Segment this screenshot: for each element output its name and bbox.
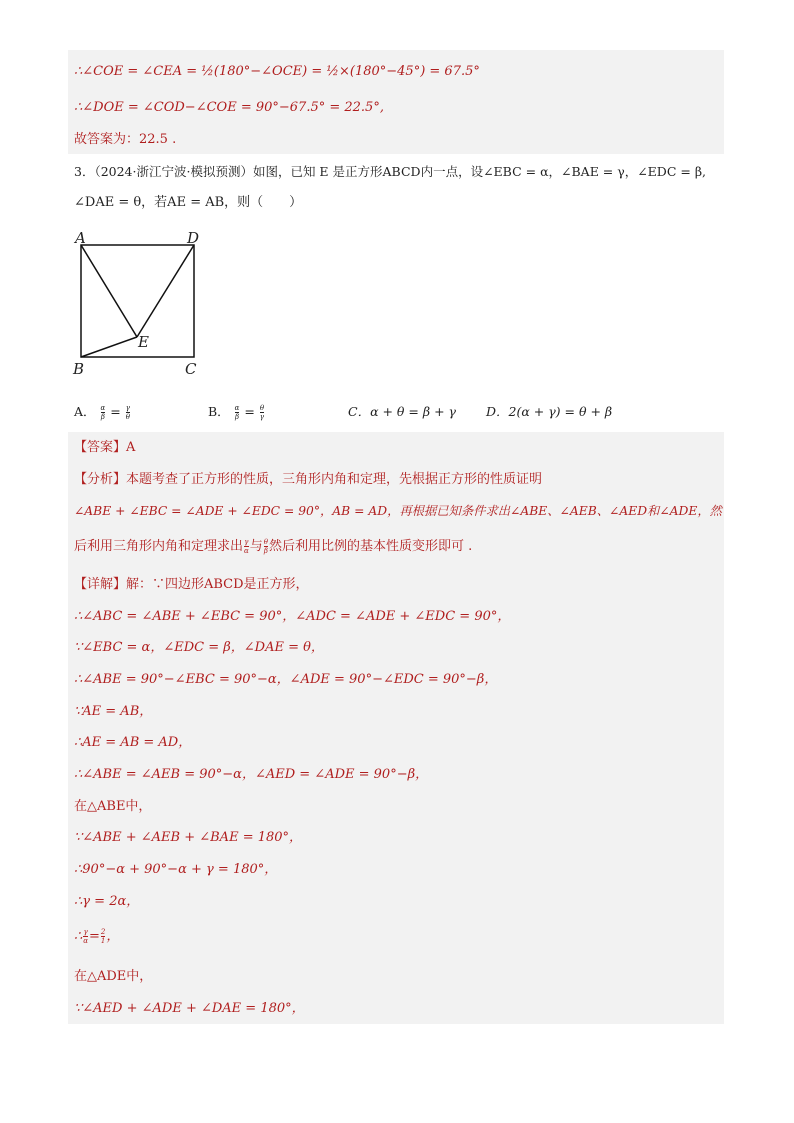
vertex-c-label: C xyxy=(185,360,197,376)
detail-line-2: ∴∠ABC = ∠ABE + ∠EBC = 90°，∠ADC = ∠ADE + ∠EDC = 90°， xyxy=(74,609,511,624)
detail-line-8: 在△ABE中， xyxy=(74,799,152,814)
detail-line-7: ∴∠ABE = ∠AEB = 90°−α，∠AED = ∠ADE = 90°−β， xyxy=(74,767,429,782)
detail-line-10: ∴90°−α + 90°−α + γ = 180°， xyxy=(74,862,278,877)
vertex-b-label: B xyxy=(73,360,85,376)
solution-line-1: ∴∠COE = ∠CEA = ½(180°−∠OCE) = ½×(180°−45°) = 67.5° xyxy=(74,64,480,79)
option-a-fraction-2: $\frac{\gamma}{\theta}$ xyxy=(125,404,130,421)
option-b-label: B． xyxy=(208,404,230,419)
vertex-a-label: A xyxy=(75,229,86,247)
option-a[interactable]: A． $\frac{\alpha}{\beta}$ = $\frac{\gamma}{\theta}$ xyxy=(74,404,130,421)
analysis-line-3: 后利用三角形内角和定理求出 $\frac{\gamma}{\alpha}$ 与 $\frac{\theta}{\beta}$ 然后利用比例的基本性质变形即可 . xyxy=(74,538,473,555)
vertex-d-label: D xyxy=(187,229,200,247)
segment-de xyxy=(137,245,194,337)
analysis-line-1: 【分析】本题考查了正方形的性质，三角形内角和定理，先根据正方形的性质证明 xyxy=(74,472,543,487)
analysis-line-2: ∠ABE + ∠EBC = ∠ADE + ∠EDC = 90°，AB = AD，再根据已知条件求出∠ABE、∠AEB、∠AED和∠ADE，然 xyxy=(74,504,722,518)
detail-line-5: ∵AE = AB， xyxy=(74,704,153,719)
answer-line: 【答案】A xyxy=(74,440,136,455)
detail-line-13: ∵∠AED + ∠ADE + ∠DAE = 180°， xyxy=(74,1001,305,1016)
solution-answer-line: 故答案为：22.5 . xyxy=(74,132,177,147)
option-a-fraction-1: $\frac{\alpha}{\beta}$ xyxy=(100,404,106,421)
detail-line-3: ∵∠EBC = α，∠EDC = β，∠DAE = θ， xyxy=(74,640,324,655)
solution-line-2: ∴∠DOE = ∠COD−∠COE = 90°−67.5° = 22.5°, xyxy=(74,100,384,115)
option-a-label: A． xyxy=(74,404,96,419)
option-c[interactable]: C．α + θ = β + γ xyxy=(348,404,456,419)
detail-line-11: ∴γ = 2α， xyxy=(74,894,140,909)
question-line-2: ∠DAE = θ，若AE = AB，则（ ） xyxy=(74,195,303,210)
detail-line-9: ∵∠ABE + ∠AEB + ∠BAE = 180°， xyxy=(74,830,303,845)
question-line-1: 3．（2024·浙江宁波·模拟预测）如图，已知 E 是正方形ABCD内一点，设∠EBC = α，∠BAE = γ，∠EDC = β, xyxy=(74,164,707,179)
detail-line-1: 【详解】解：∵四边形ABCD是正方形， xyxy=(74,577,309,592)
square-figure xyxy=(70,226,210,376)
detail-line-4: ∴∠ABE = 90°−∠EBC = 90°−α，∠ADE = 90°−∠EDC = 90°−β， xyxy=(74,672,498,687)
detail-ratio-line: ∴ $\frac{\gamma}{\alpha}$ = $\frac{2}{1}$ ， xyxy=(74,928,120,945)
detail-line-6: ∴AE = AB = AD， xyxy=(74,735,192,750)
option-b-fraction-2: $\frac{\theta}{\gamma}$ xyxy=(259,404,265,421)
option-d[interactable]: D．2(α + γ) = θ + β xyxy=(486,404,613,419)
option-b[interactable]: B． $\frac{\alpha}{\beta}$ = $\frac{\theta}{\gamma}$ xyxy=(208,404,265,421)
segment-ae xyxy=(81,245,137,337)
point-e-label: E xyxy=(138,333,149,351)
answer-block xyxy=(68,432,724,1024)
detail-line-12: 在△ADE中， xyxy=(74,969,153,984)
option-b-fraction-1: $\frac{\alpha}{\beta}$ xyxy=(234,404,240,421)
segment-be xyxy=(81,337,137,357)
